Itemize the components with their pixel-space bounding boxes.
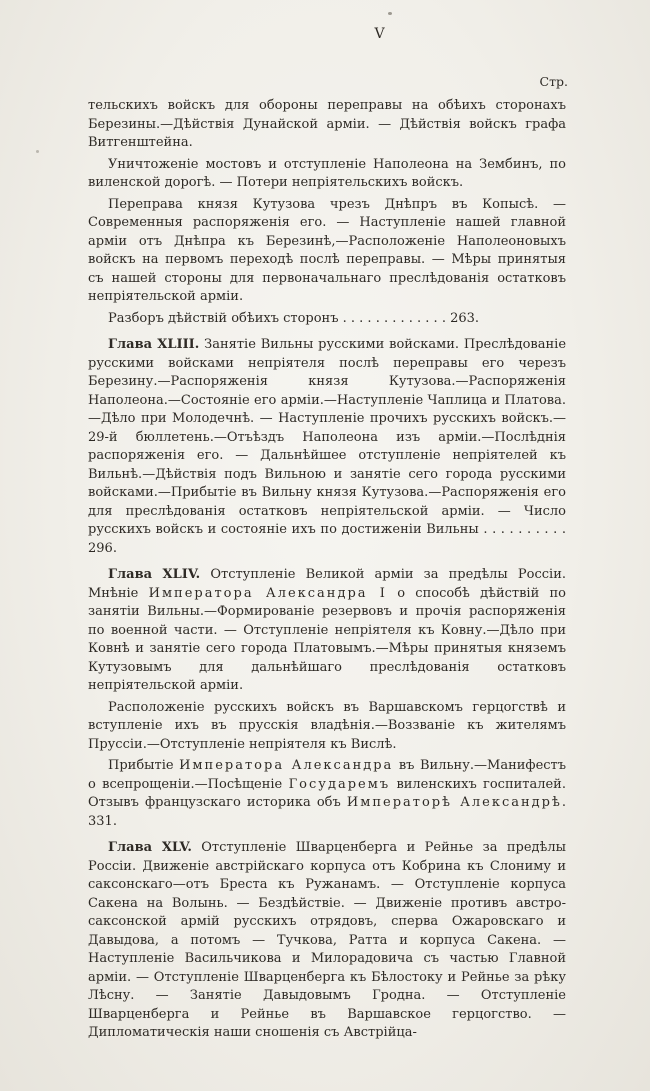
emphasized-name: Императорѣ Александрѣ — [346, 795, 562, 810]
emphasized-name: Императора Александра I — [148, 585, 387, 601]
toc-entry — [88, 699, 566, 755]
toc-text: Переправа князя Кутузова чрезъ Днѣпръ въ Копысѣ. — Современныя распоряженія его. — Наступленіе нашей главной арміи отъ Днѣпра къ Березинѣ,—Расположеніе Наполеоновыхъ войскъ на первомъ переходѣ послѣ переправы. — Мѣры принятыя съ нашей стороны для первоначальнаго преслѣдованія остатковъ непріятельской арміи. — [88, 196, 566, 304]
toc-entry — [88, 156, 566, 193]
dot-leaders: . . . . . . . . . . — [483, 522, 566, 537]
toc-entry-chapter — [88, 336, 566, 558]
toc-text: Занятіе Вильны русскими войсками. Преслѣдованіе русскими войсками непріятеля послѣ переправы его черезъ Березину.—Распоряженія князя Кутузова.—Распоряженія Наполеона.—Состояніе его арміи.—Наступленіе Чаплица и Платова.—Дѣло при Молодечнѣ. — Наступленіе прочихъ русскихъ войскъ.—29-й бюллетень.—Отъѣздъ Наполеона изъ арміи.—Послѣднія распоряженія его. — Дальнѣйшее отступленіе непріятелей къ Вильнѣ.—Дѣйствія подъ Вильною и занятіе сего города русскими войсками.—Прибытіе въ Вильну князя Кутузова.—Распоряженія его для преслѣдованія остатковъ непріятельской арміи. — Число русскихъ войскъ и состояніе ихъ по достиженіи Вильны — [88, 337, 567, 537]
toc-text: о способѣ дѣйствій по занятіи Вильны.—Формированіе резервовъ и прочія распоряженія по военной части. — Отступленіе непріятеля къ Ковну.—Дѣло при Ковнѣ и занятіе сего города Платовымъ.—Мѣры принятыя княземъ Кутузовымъ для дальнѣйшаго преслѣдованія остатковъ непріятельской арміи. — [88, 585, 567, 693]
page-number-roman: V — [374, 26, 386, 42]
toc-text: тельскихъ войскъ для обороны переправы на обѣихъ сторонахъ Березины.—Дѣйствія Дунайской арміи. — Дѣйствія войскъ графа Витгенштейна. — [88, 98, 566, 150]
toc-entry — [88, 310, 566, 329]
toc-entry-chapter — [88, 566, 566, 696]
dot-leaders: . . . . . . . . . . . . . — [342, 310, 446, 326]
toc-entry — [88, 757, 566, 831]
toc-entry — [88, 97, 566, 153]
toc-text: . — [561, 795, 566, 810]
toc-text: Разборъ дѣйствій обѣихъ сторонъ — [108, 310, 339, 326]
toc-text: Прибытіе — [108, 758, 180, 773]
chapter-label: Глава XLV. — [108, 840, 192, 855]
chapter-label: Глава XLIV. — [108, 567, 201, 582]
scan-artifact — [36, 150, 39, 153]
toc-entry-chapter — [88, 839, 566, 1043]
toc-text: въ Вильну.—Манифестъ о всепрощеніи.—Посѣщеніе — [88, 758, 567, 792]
page-ref: 296. — [88, 540, 117, 556]
emphasized-name: Государемъ — [288, 776, 391, 792]
toc-text: Расположеніе русскихъ войскъ въ Варшавскомъ герцогствѣ и вступленіе ихъ въ прусскія владѣнія.—Воззваніе къ жителямъ Пруссіи.—Отступленіе непріятеля къ Вислѣ. — [88, 699, 566, 752]
toc-text: Отступленіе Шварценберга и Рейнье за предѣлы Россіи. Движеніе австрійскаго корпуса отъ Кобрина къ Слониму и саксонскаго—отъ Бреста къ Ружанамъ. — Отступленіе корпуса Сакена на Волынь. — Бездѣйствіе. — Движеніе противъ австро-саксонской армій русскихъ отрядовъ, сперва Ожаровскаго и Давыдова, а потомъ — Тучкова, Ратта и корпуса Сакена. — Наступленіе Васильчикова и Милорадовича съ частью Главной арміи. — Отступленіе Шварценберга къ Бѣлостоку и Рейнье за рѣку Лѣсну. — Занятіе Давыдовымъ Гродна. — Отступленіе Шварценберга и Рейнье въ Варшавское герцогство. — Дипломатическія наши сношенія съ Австрійца- — [88, 840, 566, 1040]
page-ref: 331. — [88, 813, 117, 829]
page-ref: 263. — [450, 310, 480, 326]
toc-entry — [88, 196, 566, 307]
toc-text: Отступленіе Великой арміи за предѣлы Россіи. Мнѣніе — [88, 567, 566, 601]
chapter-label: Глава XLIII. — [108, 337, 200, 352]
table-of-contents — [88, 97, 566, 1046]
page-column-label: Стр. — [539, 74, 568, 89]
scan-artifact — [388, 12, 392, 15]
toc-text: Уничтоженіе мостовъ и отступленіе Наполеона на Зембинъ, по виленской дорогѣ. — Потери непріятельскихъ войскъ. — [88, 156, 566, 190]
toc-text: виленскихъ госпиталей. Отзывъ французскаго историка объ — [88, 776, 566, 810]
emphasized-name: Императора Александра — [179, 758, 394, 773]
